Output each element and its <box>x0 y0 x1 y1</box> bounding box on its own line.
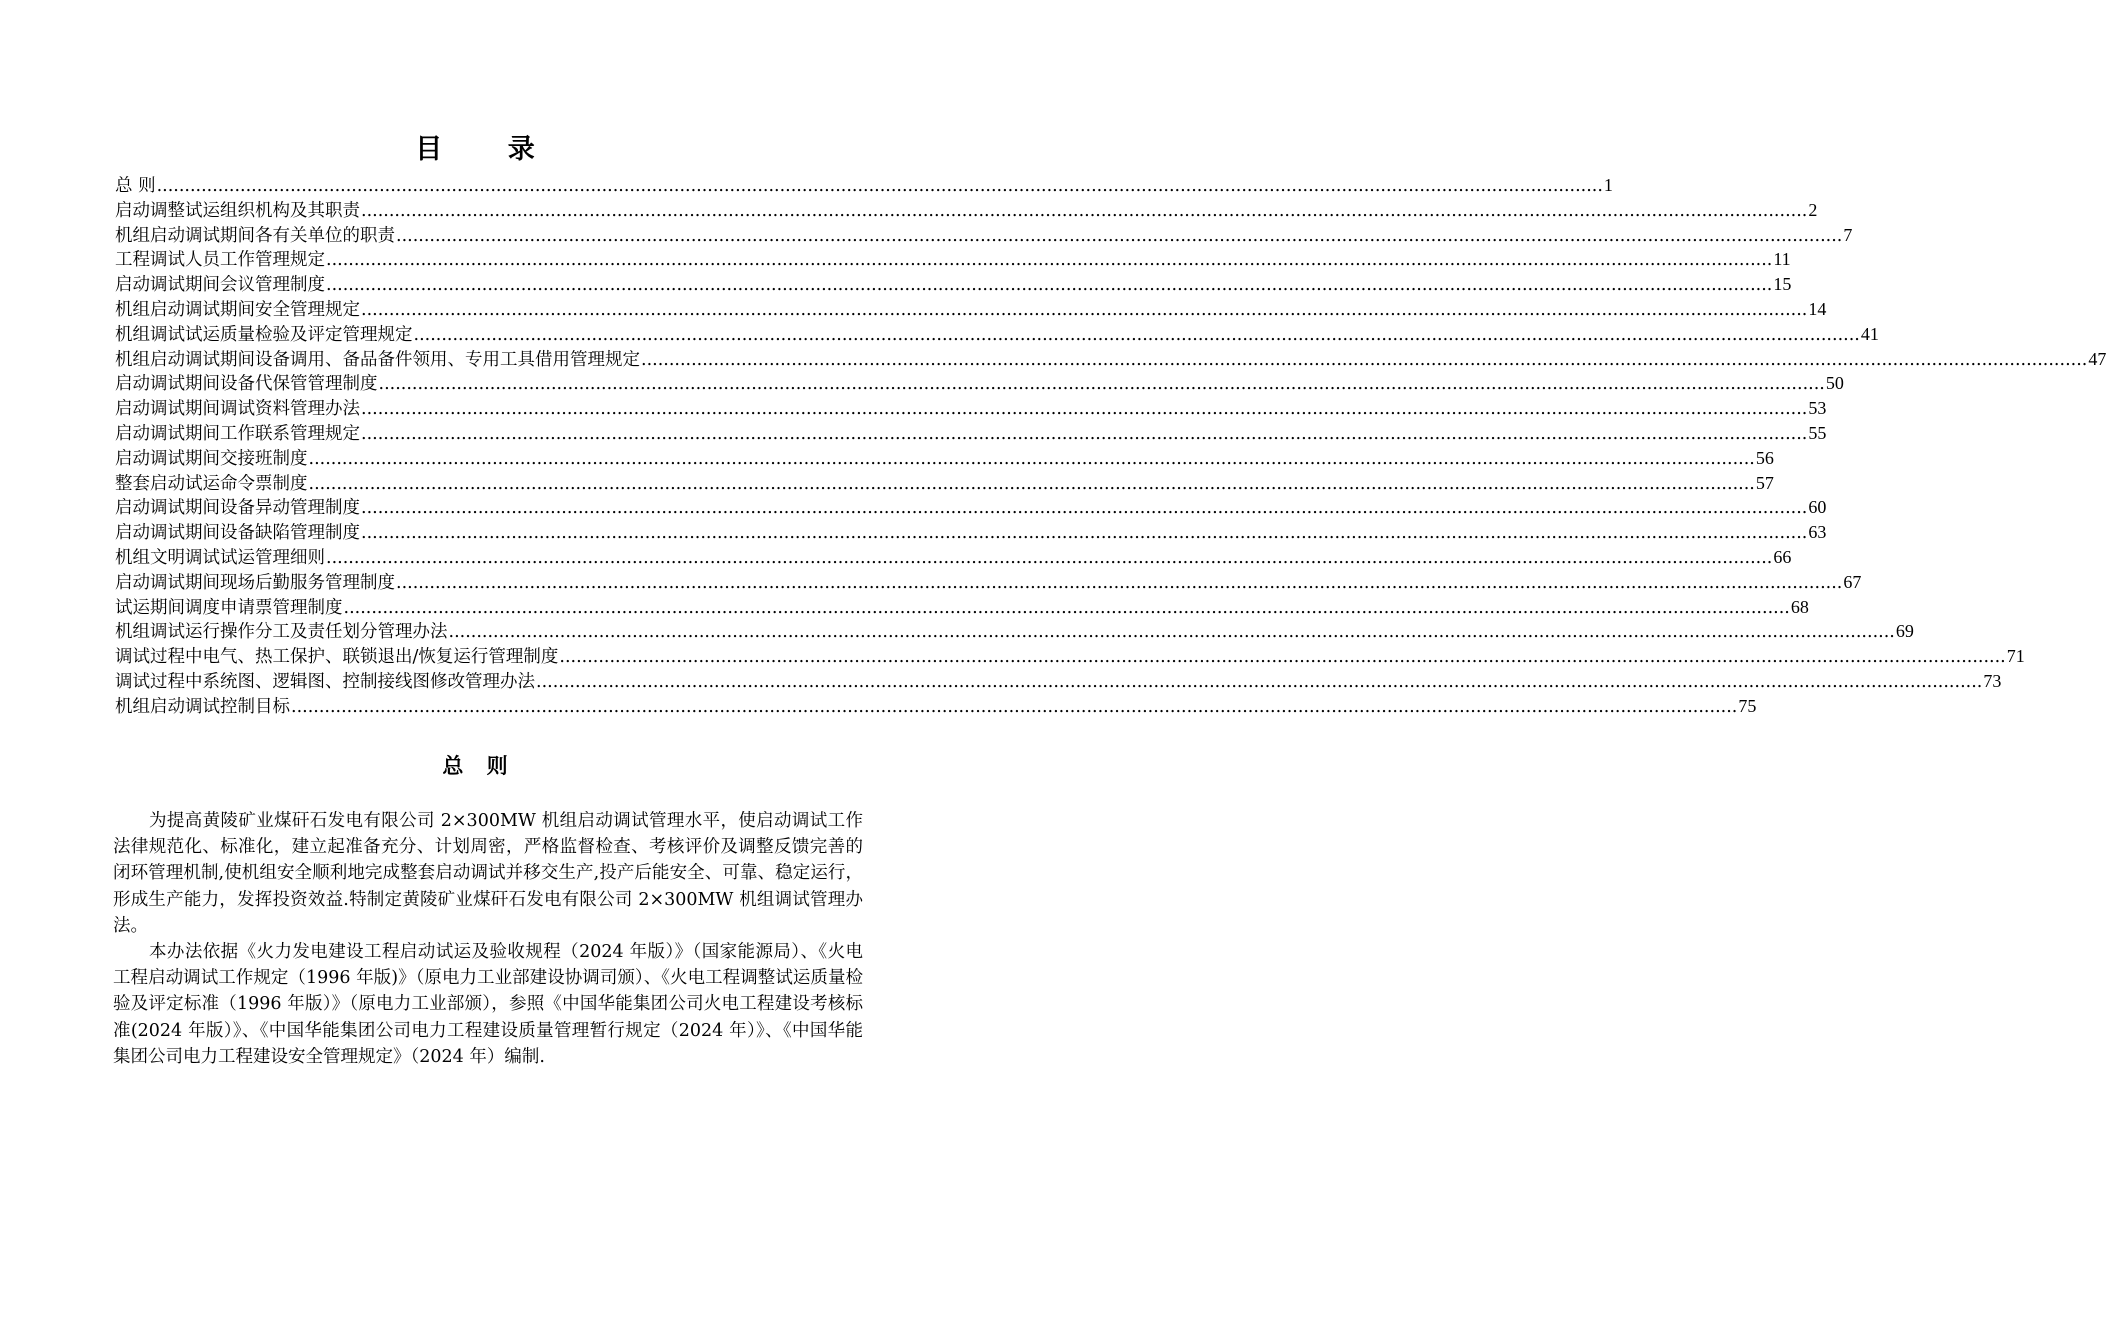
toc-leader-dots: .................................................................................................................................................................................................................................................................... <box>361 523 1808 544</box>
toc-entry-page: 63 <box>1808 522 1827 543</box>
toc-leader-dots: .................................................................................................................................................................................................................................................................... <box>641 349 2088 370</box>
toc-entry[interactable] <box>115 223 1853 248</box>
toc-entry-page: 50 <box>1825 373 1844 394</box>
body-paragraph: 本办法依据《火力发电建设工程启动试运及验收规程（2024 年版）》（国家能源局）、《火电工程启动调试工作规定（1996 年版)》（原电力工业部建设协调司颁）、《火电工程调整试运质量检验及评定标准（1996 年版）》（原电力工业部颁），参照《中国华能集团公司火电工程建设考核标准(2024 年版）》、《中国华能集团公司电力工程建设质量管理暂行规定（2024 年）》、《中国华能集团公司电力工程建设安全管理规定》（2024 年）编制. <box>113 942 863 1067</box>
toc-entry-page: 14 <box>1808 298 1827 319</box>
toc-leader-dots: .................................................................................................................................................................................................................................................................... <box>396 225 1843 246</box>
toc-entry[interactable] <box>115 198 1818 223</box>
toc-entry[interactable] <box>115 247 1791 272</box>
toc-entry-label: 机组启动调试期间设备调用、备品备件领用、专用工具借用管理规定 <box>115 349 640 370</box>
toc-entry-label: 启动调整试运组织机构及其职责 <box>115 200 360 221</box>
toc-entry-label: 启动调试期间交接班制度 <box>115 448 308 469</box>
toc-entry-label: 启动调试期间设备缺陷管理制度 <box>115 523 360 544</box>
toc-entry[interactable] <box>115 495 1827 520</box>
body-paragraph: 为提高黄陵矿业煤矸石发电有限公司 2×300MW 机组启动调试管理水平，使启动调试工作法律规范化、标准化，建立起准备充分、计划周密，严格监督检查、考核评价及调整反馈完善的闭环管理机制,使机组安全顺利地完成整套启动调试并移交生产,投产后能安全、可靠、稳定运行，形成生产能力，发挥投资效益.特制定黄陵矿业煤矸石发电有限公司 2×300MW 机组调试管理办法。 <box>113 811 863 936</box>
toc-entry-label: 调试过程中电气、热工保护、联锁退出/恢复运行管理制度 <box>115 647 559 668</box>
toc-entry[interactable] <box>115 173 1613 198</box>
toc-leader-dots: .................................................................................................................................................................................................................................................................... <box>326 275 1773 296</box>
toc-entry[interactable] <box>115 371 1844 396</box>
toc-entry-label: 启动调试期间现场后勤服务管理制度 <box>115 572 395 593</box>
toc-entry-page: 66 <box>1773 546 1792 567</box>
toc-entry-page: 2 <box>1808 199 1818 220</box>
toc-entry-label: 整套启动试运命令票制度 <box>115 473 308 494</box>
toc-entry-label: 机组启动调试控制目标 <box>115 696 290 717</box>
toc-entry-page: 71 <box>2006 646 2025 667</box>
toc-leader-dots: .................................................................................................................................................................................................................................................................... <box>396 572 1843 593</box>
toc-entry-page: 15 <box>1773 274 1792 295</box>
section-body <box>113 808 863 1070</box>
toc-entry-page: 41 <box>1860 323 1879 344</box>
toc-entry-label: 启动调试期间调试资料管理办法 <box>115 399 360 420</box>
toc-leader-dots: .................................................................................................................................................................................................................................................................... <box>413 324 1860 345</box>
toc-leader-dots: .................................................................................................................................................................................................................................................................... <box>361 299 1808 320</box>
toc-leader-dots: .................................................................................................................................................................................................................................................................... <box>343 597 1790 618</box>
toc-entry-label: 机组文明调试试运管理细则 <box>115 547 325 568</box>
toc-entry-page: 47 <box>2088 348 2106 369</box>
toc-leader-dots: .................................................................................................................................................................................................................................................................... <box>378 374 1825 395</box>
toc-title: 目 录 <box>415 134 563 165</box>
toc-entry-label: 启动调试期间会议管理制度 <box>115 275 325 296</box>
toc-entry-label: 启动调试期间设备异动管理制度 <box>115 498 360 519</box>
toc-entry-page: 68 <box>1790 596 1809 617</box>
toc-entry[interactable] <box>115 694 1757 719</box>
toc-entry-label: 工程调试人员工作管理规定 <box>115 250 325 271</box>
toc-leader-dots: .................................................................................................................................................................................................................................................................... <box>361 399 1808 420</box>
toc-entry[interactable] <box>115 297 1827 322</box>
toc-leader-dots: .................................................................................................................................................................................................................................................................... <box>361 200 1808 221</box>
toc-entry[interactable] <box>115 619 1914 644</box>
toc-entry-page: 7 <box>1843 224 1853 245</box>
toc-entry-label: 机组启动调试期间安全管理规定 <box>115 299 360 320</box>
toc-entry[interactable] <box>115 347 2106 372</box>
toc-entry-label: 机组启动调试期间各有关单位的职责 <box>115 225 395 246</box>
toc-entry[interactable] <box>115 396 1827 421</box>
toc-leader-dots: .................................................................................................................................................................................................................................................................... <box>559 647 2006 668</box>
toc-leader-dots: .................................................................................................................................................................................................................................................................... <box>361 498 1808 519</box>
toc-entry[interactable] <box>115 669 2002 694</box>
table-of-contents <box>115 173 2106 719</box>
toc-entry[interactable] <box>115 322 1879 347</box>
toc-leader-dots: .................................................................................................................................................................................................................................................................... <box>308 473 1755 494</box>
toc-entry[interactable] <box>115 595 1809 620</box>
toc-entry-page: 1 <box>1603 175 1613 195</box>
toc-entry[interactable] <box>115 644 2025 669</box>
toc-entry-page: 75 <box>1738 695 1757 716</box>
toc-leader-dots: .................................................................................................................................................................................................................................................................... <box>326 250 1773 271</box>
toc-entry-page: 11 <box>1773 249 1791 270</box>
section-title: 总 则 <box>442 754 516 778</box>
toc-entry-page: 55 <box>1808 422 1827 443</box>
toc-entry[interactable] <box>115 570 1862 595</box>
toc-entry-label: 调试过程中系统图、逻辑图、控制接线图修改管理办法 <box>115 671 535 692</box>
toc-leader-dots: .................................................................................................................................................................................................................................................................... <box>361 423 1808 444</box>
toc-entry-label: 总 则 <box>115 176 156 196</box>
toc-entry-label: 启动调试期间设备代保管管理制度 <box>115 374 378 395</box>
toc-entry-page: 60 <box>1808 497 1827 518</box>
toc-entry-label: 启动调试期间工作联系管理规定 <box>115 423 360 444</box>
toc-leader-dots: .................................................................................................................................................................................................................................................................... <box>448 622 1895 643</box>
toc-entry-page: 57 <box>1755 472 1774 493</box>
toc-entry[interactable] <box>115 421 1827 446</box>
toc-entry[interactable] <box>115 446 1774 471</box>
toc-leader-dots: .................................................................................................................................................................................................................................................................... <box>308 448 1755 469</box>
toc-entry-label: 机组调试运行操作分工及责任划分管理办法 <box>115 622 448 643</box>
toc-entry-page: 69 <box>1895 621 1914 642</box>
toc-entry-page: 67 <box>1843 571 1862 592</box>
toc-entry[interactable] <box>115 520 1827 545</box>
toc-leader-dots: .................................................................................................................................................................................................................................................................... <box>326 547 1773 568</box>
toc-entry-label: 试运期间调度申请票管理制度 <box>115 597 343 618</box>
toc-entry[interactable] <box>115 471 1774 496</box>
toc-entry-page: 53 <box>1808 398 1827 419</box>
toc-entry[interactable] <box>115 545 1792 570</box>
toc-leader-dots: .................................................................................................................................................................................................................................................................... <box>156 176 1603 196</box>
toc-leader-dots: .................................................................................................................................................................................................................................................................... <box>291 696 1738 717</box>
toc-entry-page: 73 <box>1983 670 2002 691</box>
toc-entry-label: 机组调试试运质量检验及评定管理规定 <box>115 324 413 345</box>
toc-leader-dots: .................................................................................................................................................................................................................................................................... <box>536 671 1983 692</box>
toc-entry[interactable] <box>115 272 1792 297</box>
toc-entry-page: 56 <box>1755 447 1774 468</box>
